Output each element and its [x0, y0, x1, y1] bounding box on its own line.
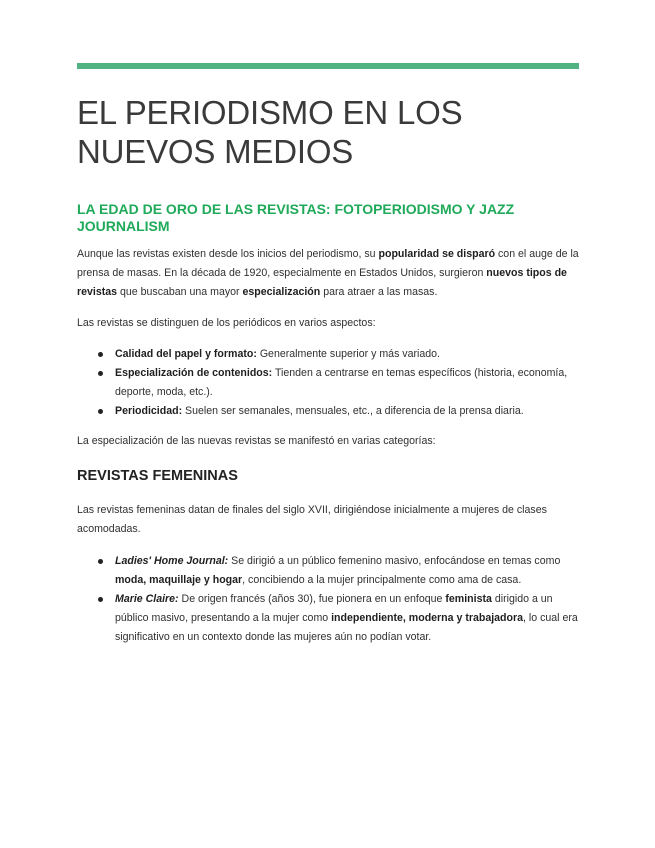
list-item-marie-claire — [77, 590, 579, 647]
bold-run: especialización — [242, 286, 321, 298]
paragraph-distinguish: Las revistas se distinguen de los periódicos en varios aspectos: — [77, 317, 376, 329]
magazines-list — [77, 552, 579, 647]
text-run: con el auge de la prensa de masas. En la década de 1920, especialmente en Estados Unidos, surgieron — [77, 248, 579, 279]
text-run: para atraer a las masas. — [320, 286, 438, 298]
paragraph-intro — [77, 245, 579, 302]
text-run: , lo cual era significativo en un contexto donde las mujeres aún no podían votar. — [115, 612, 578, 643]
list-item-ladies-home-journal — [77, 552, 579, 590]
text-run: Aunque las revistas existen desde los inicios del periodismo, su — [77, 248, 379, 260]
bold-run: moda, maquillaje y hogar — [115, 574, 243, 586]
magazine-name: Ladies' Home Journal: — [115, 555, 229, 567]
text-run: De origen francés (años 30), fue pionera en un enfoque — [178, 593, 446, 605]
section-heading-femeninas: REVISTAS FEMENINAS — [77, 468, 238, 484]
bullet-text: Generalmente superior y más variado. — [256, 348, 440, 360]
list-item — [77, 402, 579, 421]
bullet-label: Especialización de contenidos: — [115, 367, 273, 379]
list-item — [77, 364, 579, 402]
text-run: dirigido a un público masivo, presentando a la mujer como — [115, 593, 553, 624]
section-heading-revistas: LA EDAD DE ORO DE LAS REVISTAS: FOTOPERIODISMO Y JAZZ JOURNALISM — [77, 201, 515, 234]
paragraph-categories: La especialización de las nuevas revistas se manifestó en varias categorías: — [77, 435, 436, 447]
header-rule — [77, 63, 579, 69]
document-title: EL PERIODISMO EN LOS NUEVOS MEDIOS — [77, 94, 463, 170]
magazine-name: Marie Claire: — [115, 593, 179, 605]
paragraph-femeninas-intro: Las revistas femeninas datan de finales del siglo XVII, dirigiéndose inicialmente a mujeres de clases acomodadas. — [77, 504, 547, 535]
bullet-text: Suelen ser semanales, mensuales, etc., a diferencia de la prensa diaria. — [182, 405, 524, 417]
bold-run: independiente, moderna y trabajadora — [331, 612, 524, 624]
text-run: que buscaban una mayor — [117, 286, 243, 298]
bullet-label: Periodicidad: — [115, 405, 183, 417]
list-item — [77, 345, 579, 364]
bold-run: popularidad se disparó — [378, 248, 496, 260]
bullet-text: Tienden a centrarse en temas específicos (historia, economía, deporte, moda, etc.). — [115, 367, 568, 398]
text-run: Se dirigió a un público femenino masivo, enfocándose en temas como — [228, 555, 561, 567]
text-run: , concibiendo a la mujer principalmente como ama de casa. — [242, 574, 522, 586]
bullet-label: Calidad del papel y formato: — [115, 348, 257, 360]
bold-run: feminista — [445, 593, 492, 605]
bold-run: nuevos tipos de revistas — [77, 267, 567, 298]
aspects-list — [77, 345, 579, 421]
